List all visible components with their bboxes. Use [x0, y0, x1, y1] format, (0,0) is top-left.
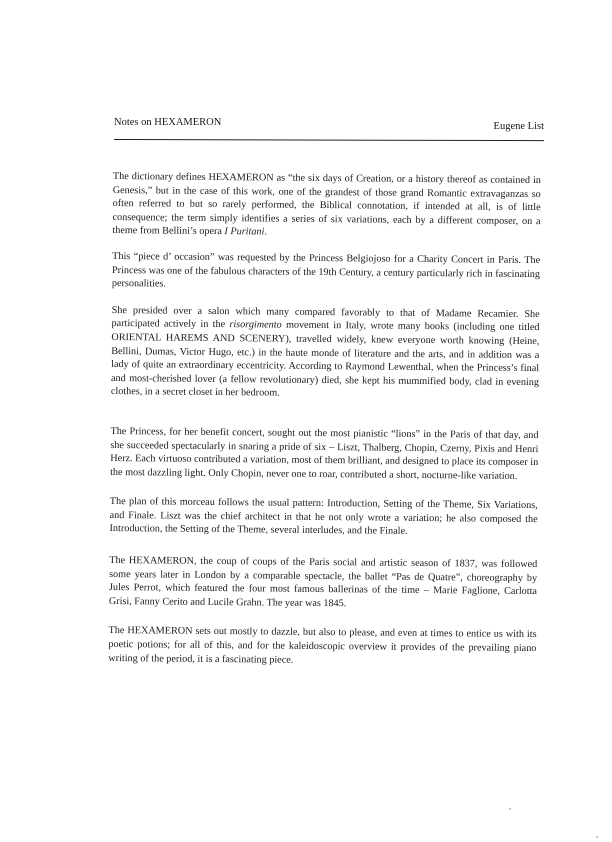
paragraph-1: The dictionary defines HEXAMERON as “the six days of Creation, or a history thereof as contained in Genesis,” but in the case of this work, one of the grandest of those grand Romantic extravaganzas so often referred to but so rarely performed, the Biblical connotation, if intended at all, is of little consequence; the term simply identifies a series of six variations, each by a different composer, on a theme from Bellini’s opera I Puritani. [112, 170, 541, 238]
paragraph-5: The plan of this morceau follows the usual pattern: Introduction, Setting of the Theme, Six Variations, and Finale. Liszt was the chief architect in that he not only wrote a variation; he also composed the Introduction, the Setting of the Theme, several interludes, and the Finale. [109, 496, 538, 538]
header-author: Eugene List [493, 121, 544, 132]
paragraph-4: The Princess, for her benefit concert, sought out the most pianistic “lions” in the Paris of that day, and she succeeded spectacularly in snaring a pride of six – Liszt, Thalberg, Chopin, Czerny, Pixis and Henri Herz. Each virtuoso contributed a variation, most of them brilliant, and designed to place its composer in the most dazzling light. Only Chopin, never one to roar, contributed a short, nocturne-like variation. [110, 425, 539, 482]
body-text [108, 170, 541, 683]
paragraph-6: The HEXAMERON, the coup of coups of the Paris social and artistic season of 1837, was followed some years later in London by a comparable spectacle, the ballet “Pas de Quatre”, choreography by Jules Perrot, which featured the four most famous ballerinas of the time – Marie Faglione, Carlotta Grisi, Fanny Cerito and Lucile Grahn. The year was 1845. [108, 555, 538, 610]
paragraph-7: The HEXAMERON sets out mostly to dazzle, but also to please, and even at times to entice us with its poetic potions; for all of this, and for the kaleidoscopic overview it provides of the prevailing piano writing of the period, it is a fascinating piece. [108, 625, 537, 666]
paragraph-2: This “piece d’ occasion” was requested by the Princess Belgiojoso for a Charity Concert in Paris. The Princess was one of the fabulous characters of the 19th Century, a century particularly rich in fascinating personalities. [111, 250, 541, 290]
header-rule [114, 139, 544, 141]
paragraph-3: She presided over a salon which many compared favorably to that of Madame Recamier. She participated actively in the risorgimento movement in Italy, wrote many books (including one titled ORIENTAL HAREMS AND SCENERY), travelled widely, knew everyone worth knowing (Heine, Bellini, Dumas, Victor Hugo, etc.) in the haute monde of literature and the arts, and in addition was a lady of quite an extraordinary eccentricity. According to Raymond Lewenthal, when the Princess’s final and most-cherished lover (a fellow revolutionary) died, she kept his mummified body, clad in evening clothes, in a secret closet in her bedroom. [110, 304, 540, 399]
scan-speck [596, 836, 598, 838]
header-title: Notes on HEXAMERON [114, 117, 222, 128]
scan-speck [509, 808, 511, 810]
page-header [114, 117, 544, 133]
